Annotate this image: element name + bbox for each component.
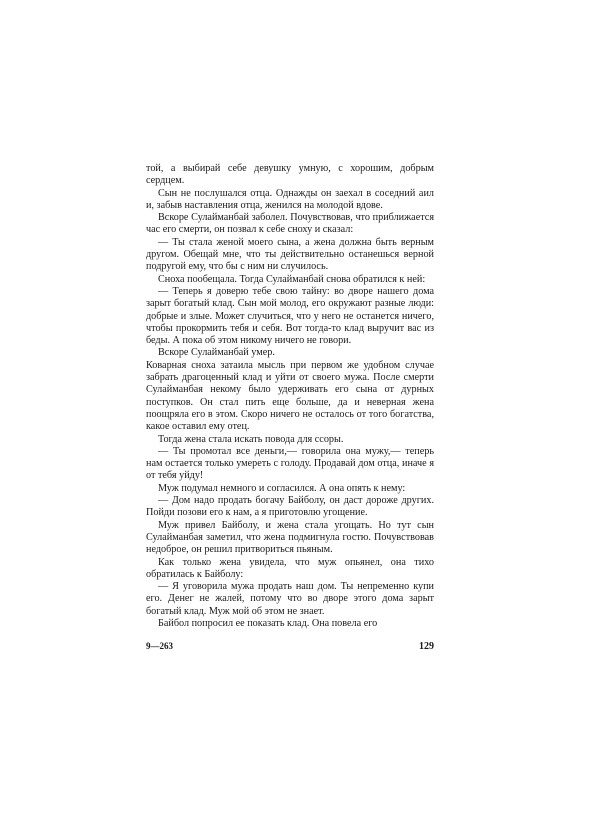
page-footer <box>146 641 434 652</box>
paragraph: — Ты стала женой моего сына, а жена должна быть верным другом. Обещай мне, что ты действительно останешься верной подругой ему, что бы с ним ни случилось. <box>146 236 434 273</box>
paragraph: — Дом надо продать богачу Байболу, он даст дороже других. Пойди позови его к нам, а я приготовлю угощение. <box>146 495 434 519</box>
paragraph: Сын не послушался отца. Однажды он заехал в соседний аил и, забыв наставления отца, женился на молодой вдове. <box>146 187 434 211</box>
paragraph: Муж подумал немного и согласился. А она опять к нему: <box>158 482 406 494</box>
paragraph: Коварная сноха затаила мысль при первом же удобном случае забрать драгоценный клад и уйти от своего мужа. После смерти Сулайманбая некому было удерживать его сына от дурных поступков. Он стал пить еще больше, да и неверная жена поощряла его в этом. Скоро ничего не осталось от того богатства, какое оставил ему отец. <box>146 359 434 433</box>
paragraph: Вскоре Сулайманбай умер. <box>158 347 275 359</box>
page-number: 129 <box>419 641 434 652</box>
paragraph: — Я уговорила мужа продать наш дом. Ты непременно купи его. Денег не жалей, потому что во дворе этого дома зарыт богатый клад. Муж мой об этом не знает. <box>146 581 434 617</box>
paragraph: Байбол попросил ее показать клад. Она повела его <box>158 617 378 629</box>
paragraph: Тогда жена стала искать повода для ссоры. <box>158 433 344 445</box>
paragraph: Как только жена увидела, что муж опьянел, она тихо обратилась к Байболу: <box>146 556 434 580</box>
printer-signature: 9—263 <box>146 641 173 651</box>
page-body <box>146 163 434 630</box>
paragraph: Муж привел Байболу, и жена стала угощать. Но тут сын Сулайманбая заметил, что жена подмигнула гостю. Почувствовав недоброе, он решил притвориться пьяным. <box>146 519 434 556</box>
paragraph: той, а выбирай себе девушку умную, с хорошим, добрым сердцем. <box>146 163 434 187</box>
paragraph: — Ты промотал все деньги,— говорила она мужу,— теперь нам остается только умереть с голоду. Продавай дом отца, иначе я от тебя уйду! <box>146 445 434 482</box>
paragraph: Сноха пообещала. Тогда Сулайманбай снова обратился к ней: <box>158 273 426 285</box>
paragraph: Вскоре Сулайманбай заболел. Почувствовав, что приближается час его смерти, он позвал к себе сноху и сказал: <box>146 212 434 236</box>
paragraph: — Теперь я доверю тебе свою тайну: во дворе нашего дома зарыт богатый клад. Сын мой молод, его окружают разные люди: добрые и злые. Может случиться, что у него не останется ничего, чтобы прокормить тебя и себя. Вот тогда-то клад выручит вас из беды. А пока об этом никому ничего не говори. <box>146 285 434 347</box>
